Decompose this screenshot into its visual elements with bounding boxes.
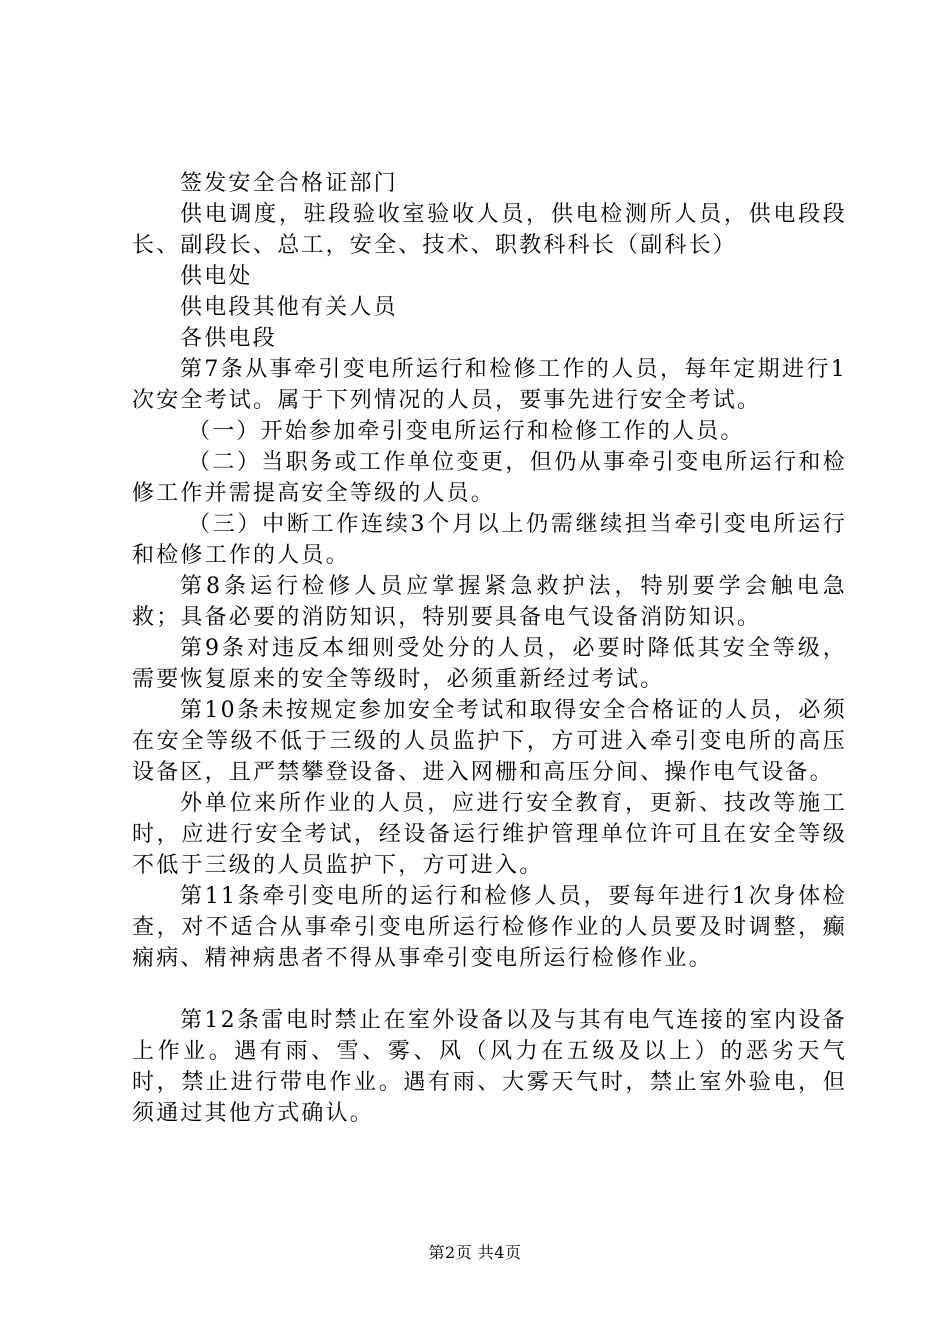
document-body bbox=[132, 168, 847, 1129]
paragraph-issuing-department: 签发安全合格证部门 bbox=[180, 171, 398, 196]
paragraph-other-personnel: 供电段其他有关人员 bbox=[180, 295, 398, 320]
paragraph-dispatch-personnel: 供电调度，驻段验收室验收人员，供电检测所人员，供电段段长、副段长、总工，安全、技术、职教科科长（副科长） bbox=[132, 202, 847, 258]
paragraph-article-8: 第8条运行检修人员应掌握紧急救护法，特别要学会触电急救；具备必要的消防知识，特别要具备电气设备消防知识。 bbox=[132, 574, 847, 630]
paragraph-item-1: （一）开始参加牵引变电所运行和检修工作的人员。 bbox=[188, 419, 745, 444]
paragraph-article-10: 第10条未按规定参加安全考试和取得安全合格证的人员，必须在安全等级不低于三级的人员监护下，方可进入牵引变电所的高压设备区，且严禁攀登设备、进入网栅和高压分间、操作电气设备。 bbox=[132, 698, 847, 785]
paragraph-article-7: 第7条从事牵引变电所运行和检修工作的人员，每年定期进行1次安全考试。属于下列情况的人员，要事先进行安全考试。 bbox=[132, 357, 847, 413]
page-number: 第2页 共4页 bbox=[428, 1243, 522, 1262]
paragraph-power-supply-office: 供电处 bbox=[180, 264, 253, 289]
paragraph-item-2: （二）当职务或工作单位变更，但仍从事牵引变电所运行和检修工作并需提高安全等级的人员。 bbox=[132, 450, 847, 506]
paragraph-article-11: 第11条牵引变电所的运行和检修人员，要每年进行1次身体检查，对不适合从事牵引变电所运行检修作业的人员要及时调整，癫痫病、精神病患者不得从事牵引变电所运行检修作业。 bbox=[132, 884, 847, 971]
page-footer bbox=[0, 1243, 950, 1263]
paragraph-article-12: 第12条雷电时禁止在室外设备以及与其有电气连接的室内设备上作业。遇有雨、雪、雾、风（风力在五级及以上）的恶劣天气时，禁止进行带电作业。遇有雨、大雾天气时，禁止室外验电，但须通过其他方式确认。 bbox=[132, 1008, 847, 1126]
paragraph-each-section: 各供电段 bbox=[180, 326, 277, 351]
paragraph-external-units: 外单位来所作业的人员，应进行安全教育，更新、技改等施工时，应进行安全考试，经设备运行维护管理单位许可且在安全等级不低于三级的人员监护下，方可进入。 bbox=[132, 791, 847, 878]
paragraph-article-9: 第9条对违反本细则受处分的人员，必要时降低其安全等级，需要恢复原来的安全等级时，必须重新经过考试。 bbox=[132, 636, 847, 692]
paragraph-item-3: （三）中断工作连续3个月以上仍需继续担当牵引变电所运行和检修工作的人员。 bbox=[132, 512, 847, 568]
